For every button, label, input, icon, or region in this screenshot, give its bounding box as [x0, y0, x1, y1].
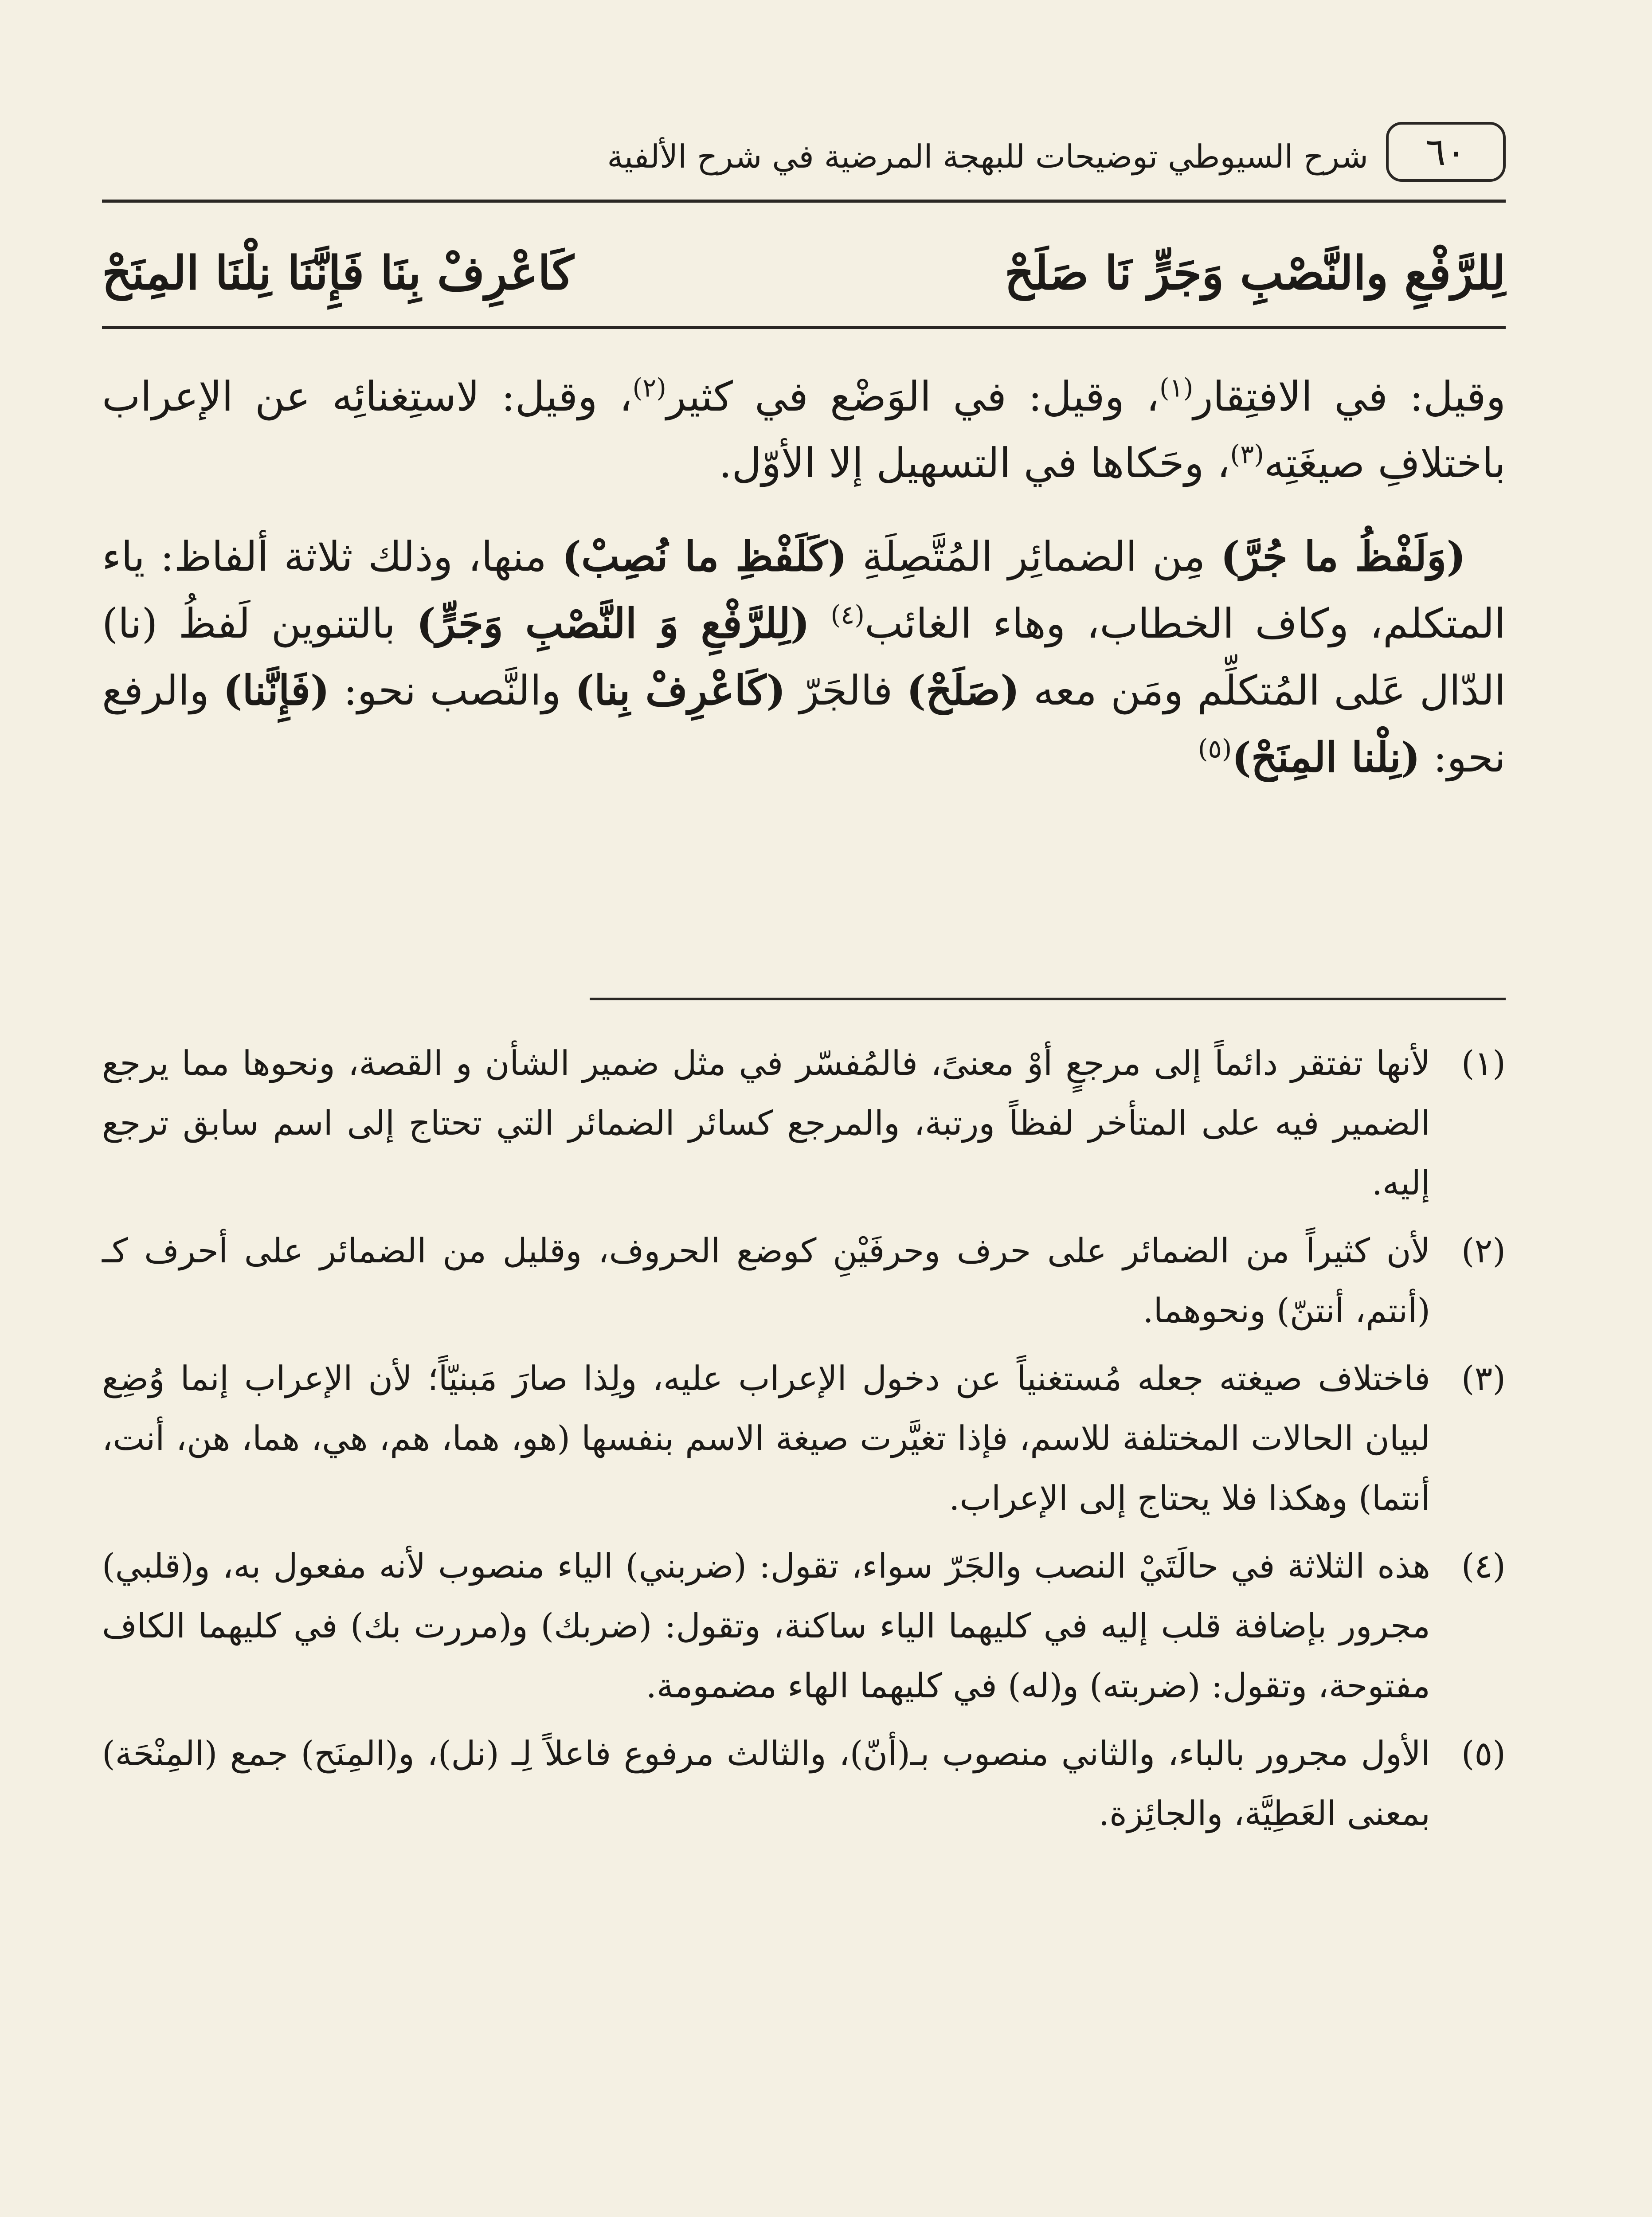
text-segment: والرفع نحو: [102, 667, 1506, 781]
paragraph-1 [102, 364, 1506, 497]
footnote-4 [102, 1536, 1506, 1716]
footnote-3 [102, 1348, 1506, 1528]
text-segment [810, 600, 830, 647]
matn-quote: (كَلَفْظِ ما نُصِبْ) [562, 533, 847, 580]
footnote-ref-5[interactable]: (٥) [1198, 733, 1232, 764]
verse-hemistich-1: لِلرَّفْعِ والنَّصْبِ وَجَرٍّ نَا صَلَحْ [1004, 245, 1506, 300]
text-segment: والنَّصب نحو: [329, 667, 575, 714]
text-segment: بالتنوين لَفظُ (نا) الدّال عَلى المُتكلِّم ومَن معه [102, 600, 1506, 714]
text-segment: فالجَرّ [785, 667, 907, 714]
footnote-text: لأنها تفتقر دائماً إلى مرجعٍ أوْ معنىً، فالمُفسّر في مثل ضمير الشأن و القصة، ونحوها مما يرجع الضمير فيه على المتأخر لفظاً ورتبة، والمرجع كسائر الضمائر التي تحتاج إلى اسم سابق ترجع إليه. [102, 1043, 1431, 1203]
matn-quote: (صَلَحْ) [906, 666, 1020, 714]
footnotes [102, 1033, 1506, 1851]
footnote-text: هذه الثلاثة في حالَتَيْ النصب والجَرّ سواء، تقول: (ضربني) الياء منصوب لأنه مفعول به، و(قلبي) مجرور بإضافة قلب إليه في كليهما الياء ساكنة، وتقول: (ضربك) و(مررت بك) في كليهما الكاف مفتوحة، وتقول: (ضربته) و(له) في كليهما الهاء مضمومة. [102, 1546, 1430, 1705]
matn-quote: (وَلَفْظُ ما جُرَّ) [1221, 533, 1466, 580]
text-segment: ، وحَكاها في التسهيل إلا الأوّل. [719, 439, 1230, 487]
text-segment: منها، وذلك ثلاثة ألفاظ: ياء المتكلم، وكاف الخطاب، وهاء الغائب [102, 533, 1506, 647]
footnote-text: لأن كثيراً من الضمائر على حرف وحرفَيْنِ كوضع الحروف، وقليل من الضمائر على أحرف كـ (أنتم، أنتنّ) ونحوهما. [102, 1231, 1430, 1330]
footnote-ref-3[interactable]: (٣) [1230, 439, 1264, 470]
footnote-divider [590, 998, 1506, 1000]
matn-quote: (نِلْنا المِنَحْ) [1232, 733, 1421, 781]
text-segment: وقيل: في الافتِقار [1193, 373, 1506, 420]
footnote-text: فاختلاف صيغته جعله مُستغنياً عن دخول الإعراب عليه، ولِذا صارَ مَبنيّاً؛ لأن الإعراب إنما وُضِع لبيان الحالات المختلفة للاسم، فإذا تغيَّرت صيغة الاسم بنفسها (هو، هما، هم، هي، هما، هن، أنت، أنتما) وهكذا فلا يحتاج إلى الإعراب. [102, 1359, 1430, 1518]
verse-divider [102, 326, 1506, 329]
footnote-ref-2[interactable]: (٢) [632, 372, 666, 403]
page-number: ٦٠ [1386, 122, 1506, 182]
footnote-number: (٢) [1461, 1231, 1506, 1270]
header-divider [102, 200, 1506, 203]
running-title: شرح السيوطي توضيحات للبهجة المرضية في شرح الألفية [607, 138, 1368, 175]
text-segment: ، وقيل: لاستِغنائِه عن الإعراب باختلافِ صيغَتِه [102, 373, 1506, 487]
footnote-number: (٤) [1461, 1546, 1506, 1586]
footnote-5 [102, 1723, 1506, 1843]
verse-hemistich-2: كَاعْرِفْ بِنَا فَإِنَّنَا نِلْنَا المِنَحْ [102, 245, 574, 300]
footnote-number: (١) [1461, 1043, 1506, 1083]
text-segment: ، وقيل: في الوَضْع في كثير [666, 373, 1159, 420]
footnote-2 [102, 1221, 1506, 1340]
footnote-text: الأول مجرور بالباء، والثاني منصوب بـ(أنّ)، والثالث مرفوع فاعلاً لِـ (نل)، و(المِنَح) جمع (المِنْحَة) بمعنى العَطِيَّة، والجائِزة. [102, 1734, 1430, 1833]
page-header [102, 113, 1506, 197]
footnote-ref-1[interactable]: (١) [1159, 372, 1194, 403]
footnote-1 [102, 1033, 1506, 1213]
footnote-number: (٥) [1461, 1734, 1506, 1773]
footnote-number: (٣) [1461, 1359, 1506, 1398]
footnote-ref-4[interactable]: (٤) [830, 599, 865, 630]
verse-line [102, 226, 1506, 319]
text-segment: مِن الضمائِر المُتَّصِلَةِ [847, 533, 1221, 580]
matn-quote: (فَإِنَّنا) [223, 666, 330, 714]
matn-quote: (لِلرَّفْعِ وَ النَّصْبِ وَجَرٍّ) [416, 599, 810, 647]
main-text [102, 364, 1506, 818]
matn-quote: (كَاعْرِفْ بِنا) [575, 666, 786, 714]
paragraph-2 [102, 523, 1506, 791]
